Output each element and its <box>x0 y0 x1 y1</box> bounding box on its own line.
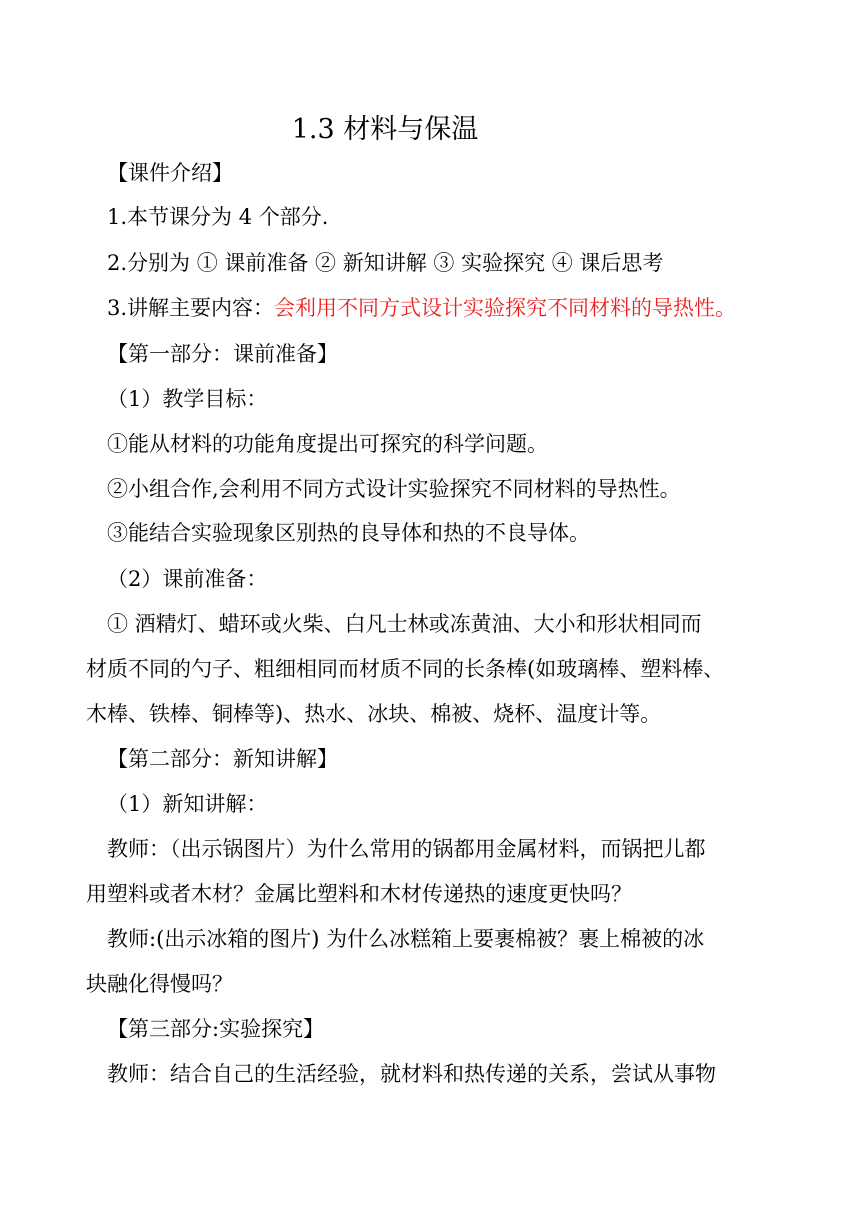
part1-heading: 【第一部分：课前准备】 <box>107 342 338 366</box>
part1-goal-3: ③能结合实验现象区别热的良导体和热的不良导体。 <box>107 521 590 545</box>
title-text: 1.3 材料与保温 <box>291 114 479 145</box>
part2-label: （1）新知讲解： <box>107 792 268 816</box>
part1-prep-line-2: 材质不同的勺子、粗细相同而材质不同的长条棒(如玻璃棒、塑料棒、 <box>86 657 725 681</box>
part1-prep-line-3: 木棒、铁棒、铜棒等)、热水、冰块、棉被、烧杯、温度计等。 <box>86 702 662 726</box>
part1-goal-1: ①能从材料的功能角度提出可探究的科学问题。 <box>107 432 548 456</box>
part3-para-1-line-1: 教师：结合自己的生活经验，就材料和热传递的关系，尝试从事物 <box>107 1062 716 1086</box>
document-title <box>0 110 860 150</box>
part3-heading: 【第三部分:实验探究】 <box>107 1017 325 1041</box>
intro-heading: 【课件介绍】 <box>107 161 233 185</box>
part2-para-1-line-2: 用塑料或者木材？金属比塑料和木材传递热的速度更快吗？ <box>86 882 632 906</box>
intro-item-2: 2.分别为 ① 课前准备 ② 新知讲解 ③ 实验探究 ④ 课后思考 <box>107 251 664 275</box>
intro-item-3-highlight: 会利用不同方式设计实验探究不同材料的导热性。 <box>274 296 737 320</box>
intro-item-3 <box>107 293 807 323</box>
part2-para-1-line-1: 教师：（出示锅图片）为什么常用的锅都用金属材料，而锅把儿都 <box>107 837 706 861</box>
intro-item-1: 1.本节课分为 4 个部分. <box>107 205 329 229</box>
part2-para-2-line-2: 块融化得慢吗？ <box>86 972 233 996</box>
part1-prep-label: （2）课前准备： <box>107 567 268 591</box>
part1-prep-line-1: ① 酒精灯、蜡环或火柴、白凡士林或冻黄油、大小和形状相同而 <box>107 612 702 636</box>
intro-item-3-prefix: 3.讲解主要内容： <box>107 296 275 320</box>
part1-goals-label: （1）教学目标： <box>107 387 268 411</box>
part2-para-2-line-1: 教师:(出示冰箱的图片) 为什么冰糕箱上要裹棉被？裹上棉被的冰 <box>107 927 705 951</box>
part2-heading: 【第二部分：新知讲解】 <box>107 747 338 771</box>
part1-goal-2: ②小组合作,会利用不同方式设计实验探究不同材料的导热性。 <box>107 477 681 501</box>
